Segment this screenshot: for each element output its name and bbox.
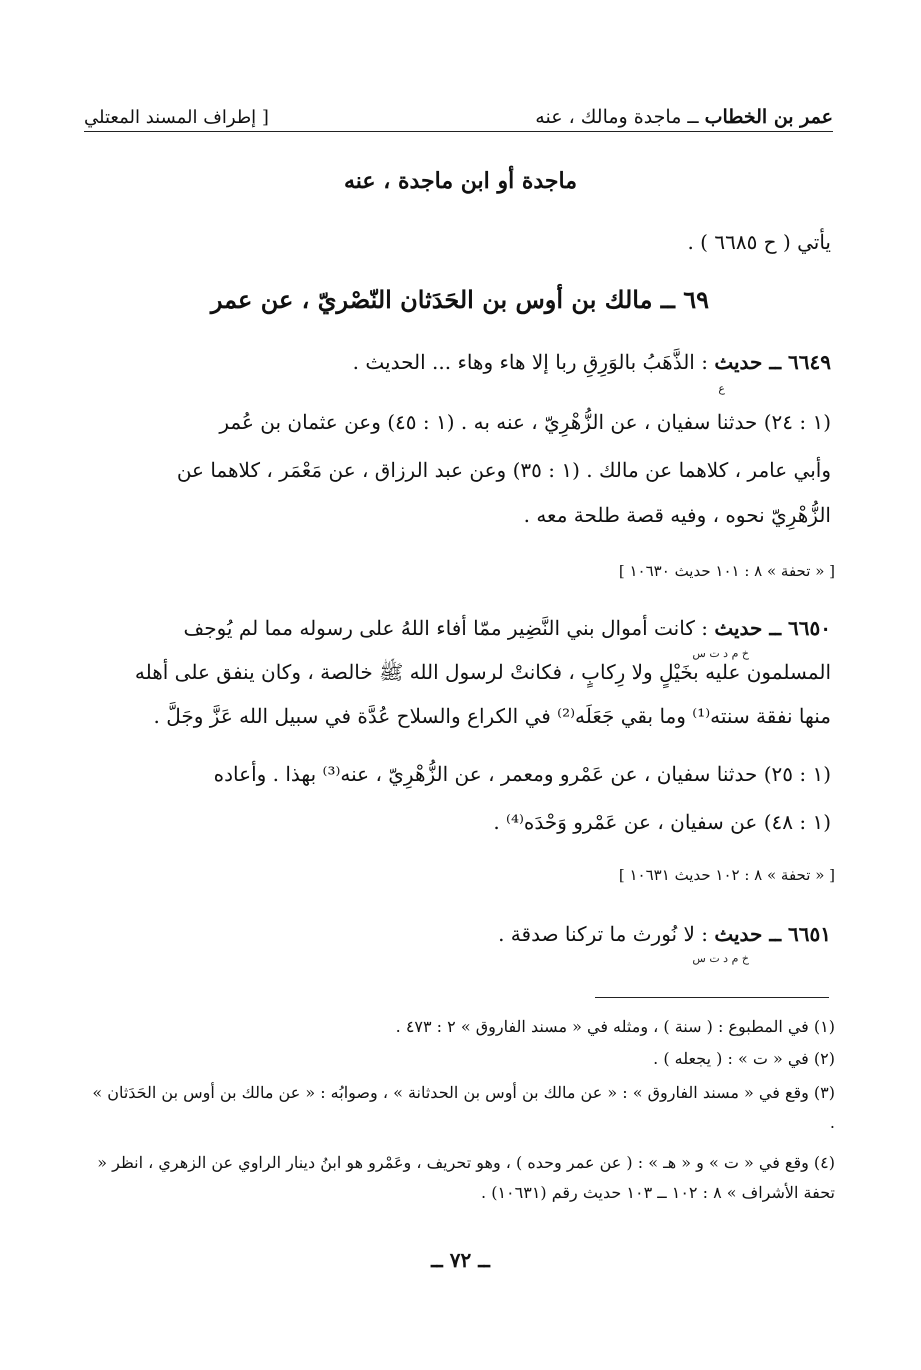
header-title-main: عمر بن الخطاب <box>704 106 833 128</box>
hadith-6649-line-3: الزُّهْرِيّ نحوه ، وفيه قصة طلحة معه . <box>523 503 831 527</box>
hadith-6650-matn-line-2: المسلمون عليه بخَيْلٍ ولا رِكابٍ ، فكانتْ لرسول الله ﷺ خالصة ، وكان ينفق على أهله <box>134 660 831 684</box>
hadith-6650-matn-line-3: منها نفقة سنته⁽¹⁾ وما بقي جَعَلَه⁽²⁾ في الكراع والسلاح عُدَّة في سبيل الله عَزَّ وجَلَّ . <box>153 704 831 728</box>
footnote-4: (٤) وقع في « ت » و « هـ » : ( عن عمر وحده ) ، وهو تحريف ، وعَمْرو هو ابنُ دينار الراوي عن الزهري ، انظر « تحفة الأشراف » ٨ : ١٠٢ ــ ١٠٣ حديث رقم (١٠٦٣١) . <box>97 1153 835 1202</box>
header-book-name: [ إطراف المسند المعتلي <box>84 107 269 128</box>
hadith-6650-number: ٦٦٥٠ ــ حديث <box>714 616 831 640</box>
header-rule <box>84 131 833 132</box>
hadith-6651-text: : لا نُورث ما تركنا صدقة . <box>498 922 715 946</box>
hadith-6649-reference: [ « تحفة » ٨ : ١٠١ حديث ١٠٦٣٠ ] <box>618 562 835 580</box>
footnote-rule <box>595 997 829 998</box>
section-malik-heading: ٦٩ ــ مالك بن أوس بن الحَدَثان النّصْريّ ، عن عمر <box>210 285 709 314</box>
hadith-6650-line-1: (١ : ٢٥) حدثنا سفيان ، عن عَمْرو ومعمر ، عن الزُّهْرِيّ ، عنه⁽³⁾ بهذا . وأعاده <box>213 762 831 786</box>
hadith-6649-number: ٦٦٤٩ ــ حديث <box>714 350 831 374</box>
running-header <box>84 88 833 128</box>
hadith-6651-matn <box>88 922 831 946</box>
hadith-6650-line-2: (١ : ٤٨) عن سفيان ، عن عَمْرو وَحْدَه⁽⁴⁾ . <box>493 810 831 834</box>
hadith-6651-tag: خ م د ت س <box>692 952 749 965</box>
hadith-6650-tag: خ م د ت س <box>692 647 749 660</box>
hadith-6649-matn <box>88 350 831 374</box>
hadith-6649-text: : الذَّهَبُ بالوَرِقِ ربا إلا هاء وهاء ... الحديث . <box>352 350 715 374</box>
footnote-1: (١) في المطبوع : ( سنة ) ، ومثله في « مسند الفاروق » ٢ : ٤٧٣ . <box>395 1017 835 1036</box>
hadith-6650-reference: [ « تحفة » ٨ : ١٠٢ حديث ١٠٦٣١ ] <box>618 866 835 884</box>
hadith-6651-number: ٦٦٥١ ــ حديث <box>714 922 831 946</box>
footnote-2: (٢) في « ت » : ( يجعله ) . <box>653 1049 835 1068</box>
section-majida-text: يأتي ( ح ٦٦٨٥ ) . <box>687 230 831 254</box>
hadith-6649-tag: ع <box>718 382 725 395</box>
section-majida-title: ماجدة أو ابن ماجدة ، عنه <box>344 168 577 194</box>
header-title <box>535 106 833 128</box>
hadith-6649-line-1: (١ : ٢٤) حدثنا سفيان ، عن الزُّهْرِيّ ، عنه به . (١ : ٤٥) وعن عثمان بن عُمر <box>219 410 831 434</box>
header-title-sub: ــ ماجدة ومالك ، عنه <box>535 106 705 128</box>
footnote-3: (٣) وقع في « مسند الفاروق » : « عن مالك بن أوس بن الحدثانة » ، وصوابُه : « عن مالك بن أوس بن الحَدَثان » . <box>92 1083 835 1132</box>
hadith-6650-matn-line-1 <box>88 616 831 640</box>
page-number: ــ ٧٢ ــ <box>431 1248 490 1272</box>
hadith-6650-text-1: : كانت أموال بني النَّضِير ممّا أفاء اللهُ على رسوله مما لم يُوجف <box>183 616 715 640</box>
hadith-6649-line-2: وأبي عامر ، كلاهما عن مالك . (١ : ٣٥) وعن عبد الرزاق ، عن مَعْمَر ، كلاهما عن <box>176 458 831 482</box>
